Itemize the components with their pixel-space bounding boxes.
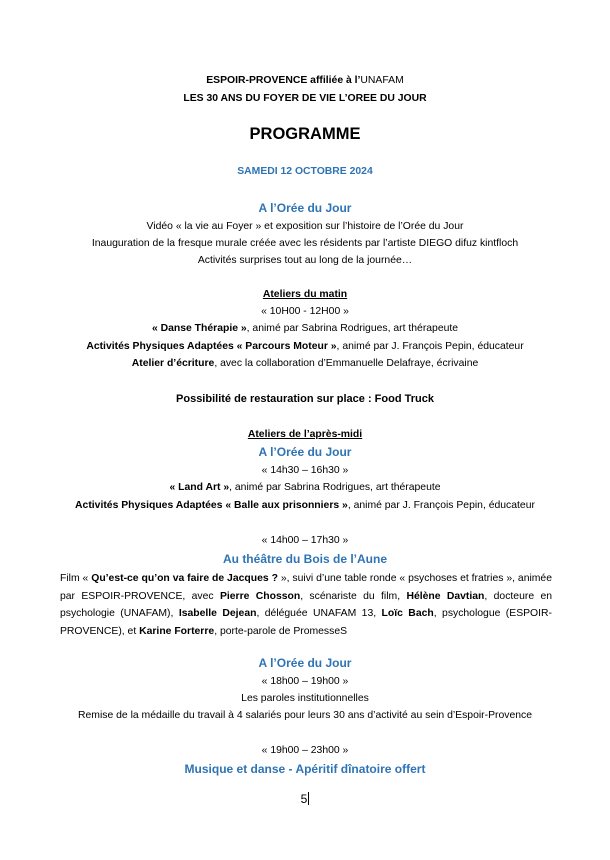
theatre-time: « 14h00 – 17h30 » — [261, 535, 349, 546]
afternoon-place: A l’Orée du Jour — [258, 445, 352, 459]
text-cursor — [308, 792, 309, 805]
section1-line-3: Activités surprises tout au long de la journée… — [197, 255, 413, 266]
section1-line-2: Inauguration de la fresque murale créée avec les résidents par l’artiste DIEGO difuz kintfloch — [91, 238, 519, 249]
section1-line-1: Vidéo « la vie au Foyer » et exposition sur l’histoire de l’Orée du Jour — [146, 221, 464, 232]
evening-line-1: Les paroles institutionnelles — [241, 693, 369, 704]
header-anniversary: LES 30 ANS DU FOYER DE VIE L’OREE DU JOUR — [183, 93, 427, 104]
theatre-paragraph: Film « Qu’est-ce qu’on va faire de Jacques ? », suivi d’une table ronde « psychoses et fratries », animée par ESPOIR-PROVENCE, avec Pierre Chosson, scénariste du film, Hélène Davtian, docteure en psychologie (UNAFAM), Isabelle Dejean, déléguée UNAFAM 13, Loïc Bach, psychologue (ESPOIR-PROVENCE), et Karine Forterre, porte-parole de PromesseS — [60, 573, 552, 637]
header-org-line — [0, 74, 610, 88]
food-truck-note: Possibilité de restauration sur place : Food Truck — [176, 393, 434, 405]
theatre-place: Au théâtre du Bois de l’Aune — [222, 552, 387, 566]
morning-item-3: Atelier d’écriture, avec la collaboration d’Emmanuelle Delafraye, écrivaine — [131, 358, 479, 369]
page-number: 5 — [300, 792, 308, 806]
page-title: PROGRAMME — [249, 125, 361, 143]
morning-time: « 10H00 - 12H00 » — [261, 306, 349, 317]
morning-heading: Ateliers du matin — [262, 289, 348, 300]
morning-item-2: Activités Physiques Adaptées « Parcours Moteur », animé par J. François Pepin, éducateur — [86, 341, 524, 352]
afternoon-heading: Ateliers de l’après-midi — [247, 429, 363, 440]
header-unafam: UNAFAM — [360, 75, 404, 86]
evening-line-2: Remise de la médaille du travail à 4 salariés pour leurs 30 ans d’activité au sein d’Espoir-Provence — [78, 710, 532, 721]
afternoon-time: « 14h30 – 16h30 » — [261, 465, 349, 476]
section1-heading: A l’Orée du Jour — [258, 201, 352, 215]
evening-place: A l’Orée du Jour — [258, 656, 352, 670]
finale-time: « 19h00 – 23h00 » — [261, 745, 349, 756]
finale-heading: Musique et danse - Apéritif dînatoire offert — [184, 762, 426, 776]
evening-time: « 18h00 – 19h00 » — [261, 676, 349, 687]
event-date: SAMEDI 12 OCTOBRE 2024 — [237, 166, 373, 177]
afternoon-item-2: Activités Physiques Adaptées « Balle aux prisonniers », animé par J. François Pepin, éducateur — [75, 500, 535, 511]
morning-item-1: « Danse Thérapie », animé par Sabrina Rodrigues, art thérapeute — [151, 323, 459, 334]
header-org: ESPOIR-PROVENCE affiliée à l’ — [206, 75, 361, 86]
afternoon-item-1: « Land Art », animé par Sabrina Rodrigues, art thérapeute — [169, 482, 441, 493]
